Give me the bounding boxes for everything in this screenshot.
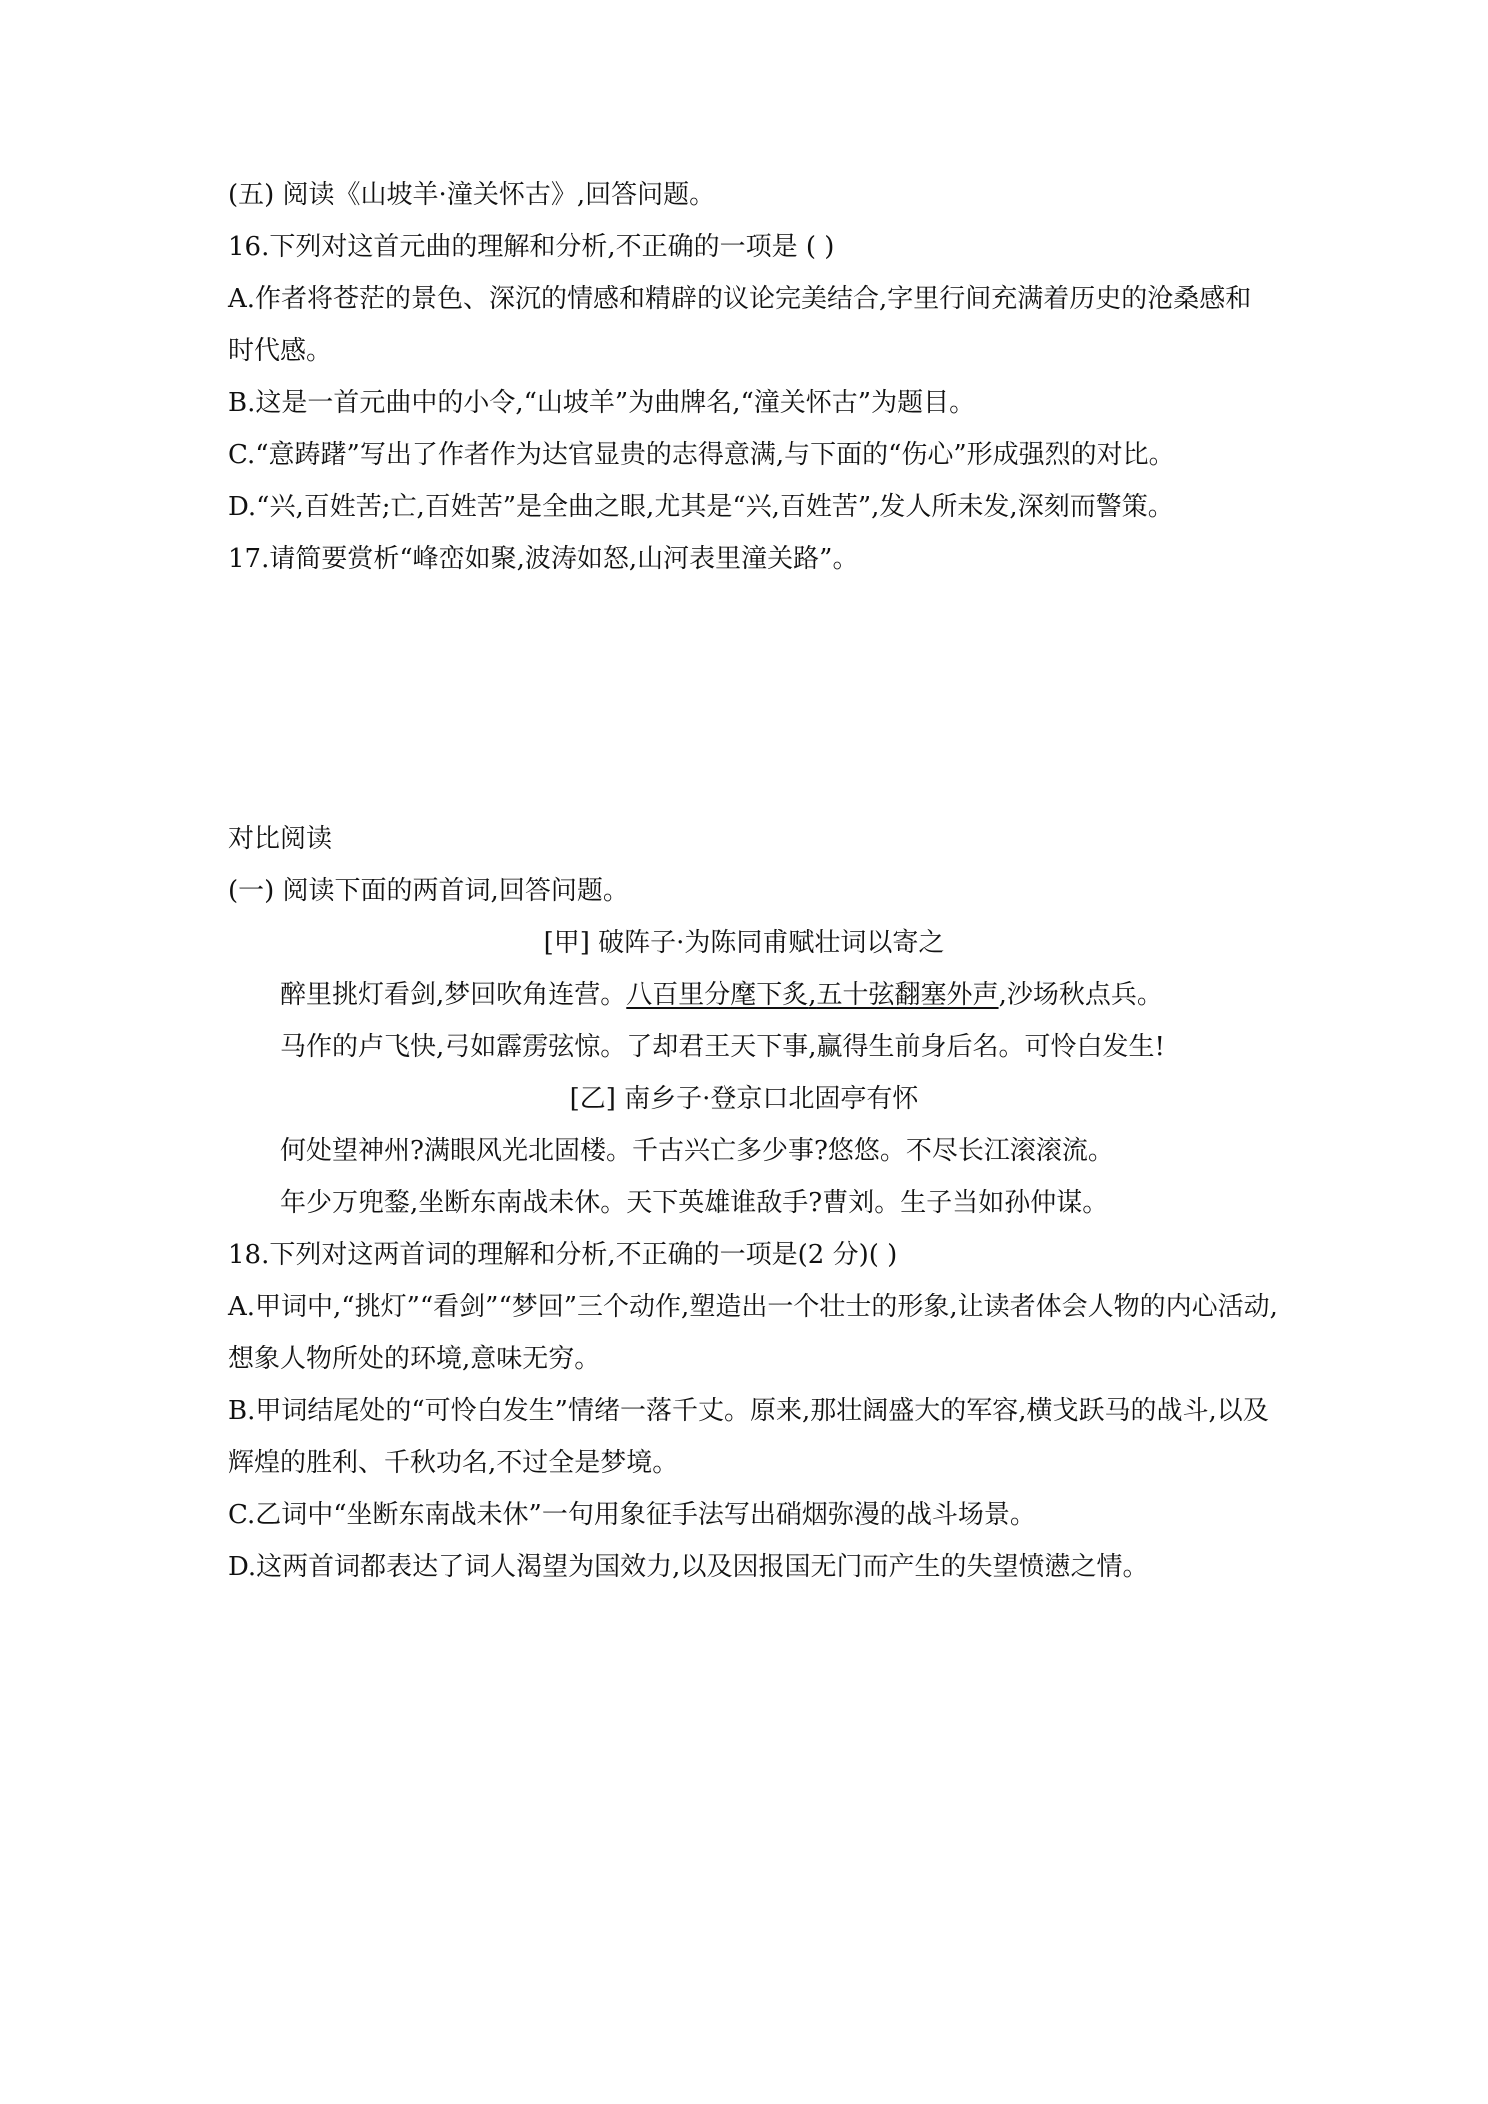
question-16-option-c: C.“意踌躇”写出了作者作为达官显贵的志得意满,与下面的“伤心”形成强烈的对比。 <box>228 440 1175 470</box>
section-5-heading: (五) 阅读《山坡羊·潼关怀古》,回答问题。 <box>228 180 716 210</box>
question-16-stem: 16.下列对这首元曲的理解和分析,不正确的一项是 ( ) <box>228 232 835 262</box>
question-16-option-a-line2: 时代感。 <box>228 336 333 366</box>
question-16-option-a-line1: A.作者将苍茫的景色、深沉的情感和精辟的议论完美结合,字里行间充满着历史的沧桑感和 <box>228 284 1252 314</box>
section-1-heading: (一) 阅读下面的两首词,回答问题。 <box>228 876 629 906</box>
question-18-option-b-line2: 辉煌的胜利、千秋功名,不过全是梦境。 <box>228 1448 679 1478</box>
poem-jia-line1-post: ,沙场秋点兵。 <box>998 980 1163 1010</box>
question-17-stem: 17.请简要赏析“峰峦如聚,波涛如怒,山河表里潼关路”。 <box>228 544 859 574</box>
question-18-option-b-line1: B.甲词结尾处的“可怜白发生”情绪一落千丈。原来,那壮阔盛大的军容,横戈跃马的战斗,以及 <box>228 1396 1269 1426</box>
question-16-option-d: D.“兴,百姓苦;亡,百姓苦”是全曲之眼,尤其是“兴,百姓苦”,发人所未发,深刻而警策。 <box>228 492 1174 522</box>
poem-jia-line1-pre: 醉里挑灯看剑,梦回吹角连营。 <box>280 980 627 1010</box>
poem-yi-line2: 年少万兜鍪,坐断东南战未休。天下英雄谁敌手?曹刘。生子当如孙仲谋。 <box>280 1188 1109 1218</box>
poem-jia-line1 <box>280 978 1163 1012</box>
comparison-reading-title: 对比阅读 <box>228 824 333 854</box>
poem-jia-title: [甲] 破阵子·为陈同甫赋壮词以寄之 <box>543 928 945 958</box>
poem-yi-line1: 何处望神州?满眼风光北固楼。千古兴亡多少事?悠悠。不尽长江滚滚流。 <box>280 1136 1114 1166</box>
poem-yi-title: [乙] 南乡子·登京口北固亭有怀 <box>569 1084 919 1114</box>
poem-jia-underlined-phrase-1: 八百里分麾下炙 <box>626 980 809 1010</box>
question-18-option-a-line1: A.甲词中,“挑灯”“看剑”“梦回”三个动作,塑造出一个壮士的形象,让读者体会人物的内心活动, <box>228 1292 1278 1322</box>
question-18-stem: 18.下列对这两首词的理解和分析,不正确的一项是(2 分)( ) <box>228 1240 898 1270</box>
poem-jia-underlined-comma: , <box>808 980 817 1010</box>
question-16-option-b: B.这是一首元曲中的小令,“山坡羊”为曲牌名,“潼关怀古”为题目。 <box>228 388 976 418</box>
question-18-option-a-line2: 想象人物所处的环境,意味无穷。 <box>228 1344 601 1374</box>
poem-jia-line2: 马作的卢飞快,弓如霹雳弦惊。了却君王天下事,赢得生前身后名。可怜白发生! <box>280 1032 1165 1062</box>
question-18-option-c: C.乙词中“坐断东南战未休”一句用象征手法写出硝烟弥漫的战斗场景。 <box>228 1500 1036 1530</box>
poem-jia-underlined-phrase-2: 五十弦翻塞外声 <box>816 980 999 1010</box>
question-18-option-d: D.这两首词都表达了词人渴望为国效力,以及因报国无门而产生的失望愤懑之情。 <box>228 1552 1149 1582</box>
